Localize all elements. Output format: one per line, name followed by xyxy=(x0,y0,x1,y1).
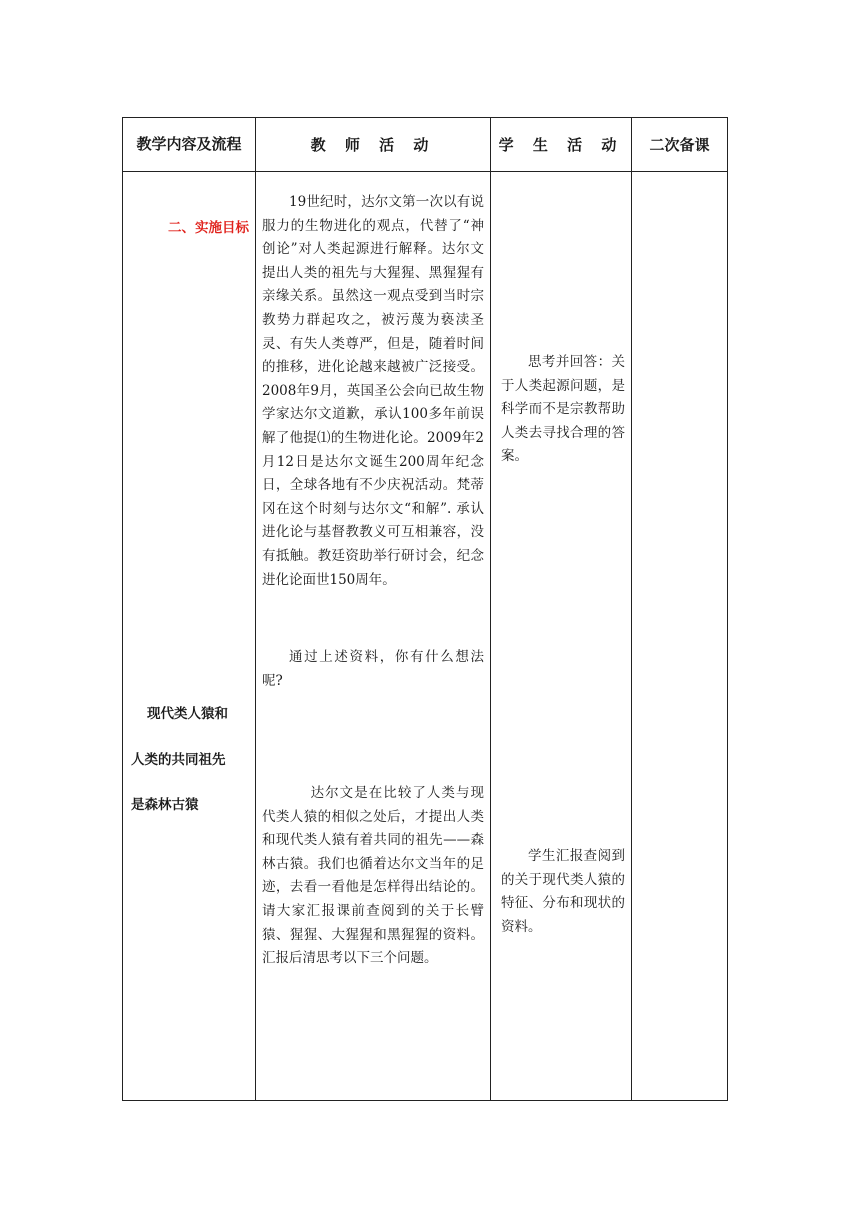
teacher-paragraph-1: 19世纪时，达尔文第一次以有说服力的生物进化的观点，代替了“神创论”对人类起源进行解释。达尔文提出人类的祖先与大猩猩、黑猩猩有亲缘关系。虽然这一观点受到当时宗教势力群起攻之，被污蔑为亵渎圣灵、有失人类尊严，但是，随着时间的推移，进化论越来越被广泛接受。2008年9月，英国圣公会向已故生物学家达尔文道歉，承认100多年前误解了他提⑴的生物进化论。2009年2月12日是达尔文诞生200周年纪念日，全球各地有不少庆祝活动。梵蒂冈在这个时刻与达尔文“和解”. 承认进化论与基督教教义可互相兼容，没有抵触。教廷资助举行研讨会，纪念进化论面世150周年。 xyxy=(262,194,484,588)
topic-line-3: 是森林古猿 xyxy=(131,797,199,813)
header-second-prep: 二次备课 xyxy=(632,118,728,172)
second-prep-cell xyxy=(632,172,728,1101)
topic-line-2: 人类的共同祖先 xyxy=(131,752,226,768)
student-paragraph-1: 思考并回答：关于人类起源问题，是科学而不是宗教帮助人类去寻找合理的答案。 xyxy=(501,354,625,465)
student-activity-cell xyxy=(491,172,632,1101)
header-teacher-activity: 教 师 活 动 xyxy=(256,118,491,172)
section-title: 二、实施目标 xyxy=(168,220,249,236)
header-student-activity: 学 生 活 动 xyxy=(491,118,632,172)
table-body-row xyxy=(123,172,728,1101)
topic-line-1: 现代类人猿和 xyxy=(147,706,228,722)
content-flow-cell xyxy=(123,172,256,1101)
teacher-paragraph-3: 达尔文是在比较了人类与现代类人猿的相似之处后，才提出人类和现代类人猿有着共同的祖先——森林古猿。我们也循着达尔文当年的足迹，去看一看他是怎样得出结论的。请大家汇报课前查阅到的关于长臂猿、猩猩、大猩猩和黑猩猩的资料。汇报后清思考以下三个问题。 xyxy=(262,785,484,967)
table-header-row xyxy=(123,118,728,172)
teacher-paragraph-2: 通过上述资料，你有什么想法呢? xyxy=(262,649,484,689)
student-paragraph-2: 学生汇报查阅到的关于现代类人猿的特征、分布和现状的资料。 xyxy=(501,848,625,935)
header-content-flow: 教学内容及流程 xyxy=(123,118,256,172)
lesson-plan-table xyxy=(122,117,728,1101)
teacher-activity-cell xyxy=(256,172,491,1101)
